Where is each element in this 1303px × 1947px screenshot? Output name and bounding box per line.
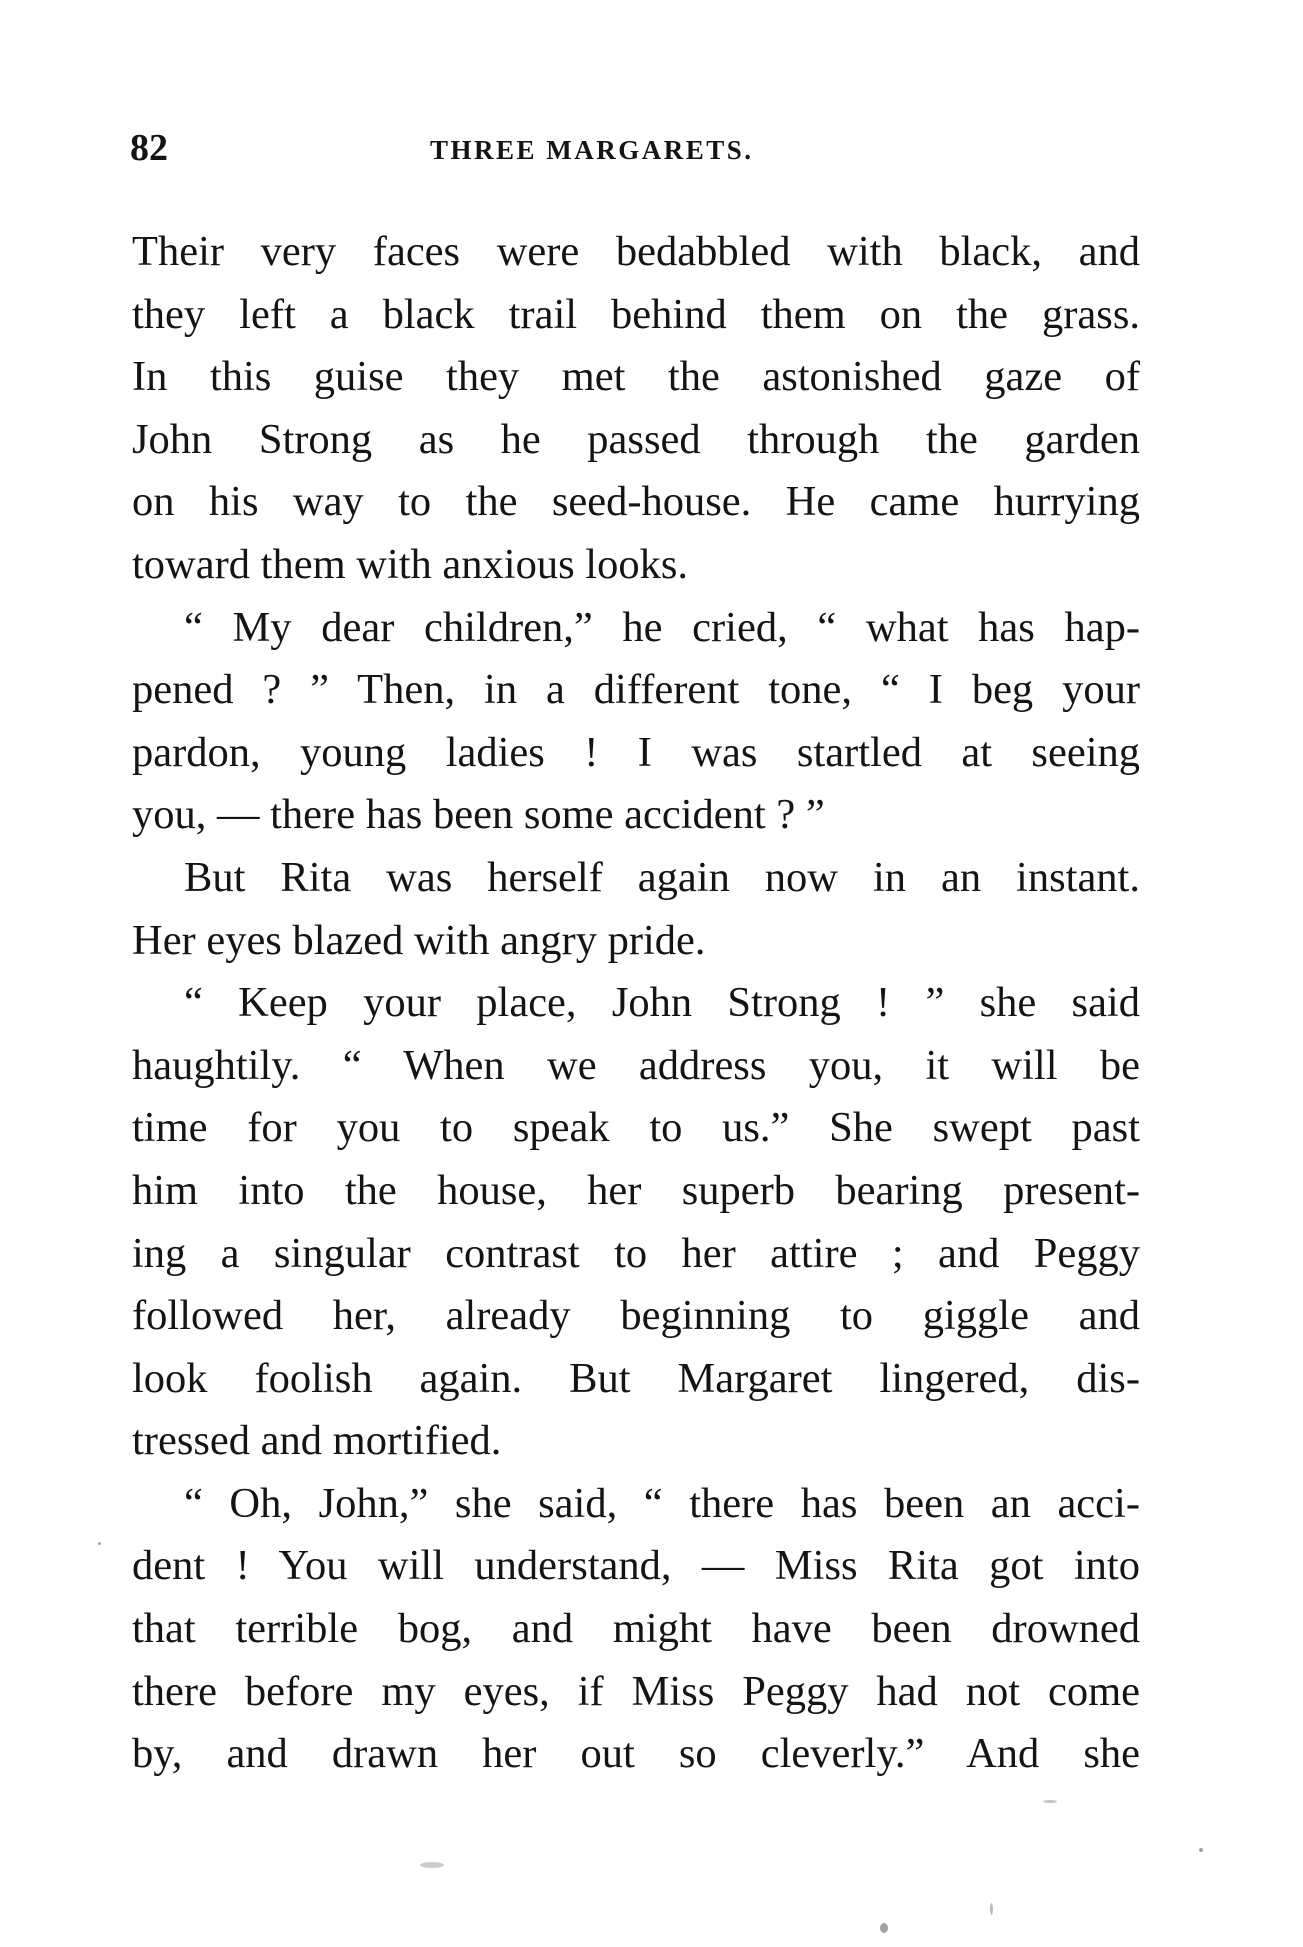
text-line: there before my eyes, if Miss Peggy had not come (132, 1667, 1140, 1715)
page-header (130, 118, 1140, 178)
text-line: In this guise they met the astonished gaze of (132, 353, 1140, 401)
text-line: John Strong as he passed through the garden (132, 415, 1140, 463)
text-line: on his way to the seed-house. He came hurrying (132, 478, 1140, 526)
text-line: ing a singular contrast to her attire ; and Peggy (132, 1229, 1140, 1277)
text-line: Her eyes blazed with angry pride. (132, 916, 706, 964)
text-line: you, — there has been some accident ? ” (132, 791, 825, 839)
text-line: that terrible bog, and might have been drowned (132, 1605, 1140, 1653)
text-line: Their very faces were bedabbled with black, and (132, 228, 1140, 275)
scan-speck (880, 1923, 888, 1933)
text-line: look foolish again. But Margaret lingered, dis- (132, 1354, 1140, 1402)
text-line: tressed and mortified. (132, 1417, 502, 1465)
scan-speck (1043, 1800, 1057, 1803)
page-number: 82 (130, 127, 168, 169)
text-line: pardon, young ladies ! I was startled at seeing (132, 728, 1140, 776)
text-line: “ My dear children,” he cried, “ what has hap- (184, 603, 1140, 651)
scan-speck (98, 1542, 101, 1545)
text-line: they left a black trail behind them on the grass. (132, 290, 1140, 338)
text-line: haughtily. “ When we address you, it will be (132, 1041, 1140, 1089)
text-line: “ Oh, John,” she said, “ there has been an acci- (184, 1479, 1140, 1527)
scan-speck (1199, 1848, 1203, 1852)
scan-speck (990, 1903, 993, 1915)
text-line: him into the house, her superb bearing present- (132, 1166, 1140, 1214)
scan-speck (420, 1862, 444, 1868)
text-line: followed her, already beginning to giggle and (132, 1292, 1140, 1340)
text-line: pened ? ” Then, in a different tone, “ I beg your (132, 666, 1140, 714)
text-line: But Rita was herself again now in an instant. (184, 853, 1140, 901)
body-text (132, 221, 1140, 1786)
text-line: dent ! You will understand, — Miss Rita got into (132, 1542, 1140, 1590)
text-line: by, and drawn her out so cleverly.” And she (132, 1730, 1140, 1778)
text-line: “ Keep your place, John Strong ! ” she said (184, 979, 1140, 1027)
text-line: toward them with anxious looks. (132, 540, 688, 588)
text-line: time for you to speak to us.” She swept past (132, 1104, 1140, 1152)
running-head: THREE MARGARETS. (430, 135, 754, 165)
